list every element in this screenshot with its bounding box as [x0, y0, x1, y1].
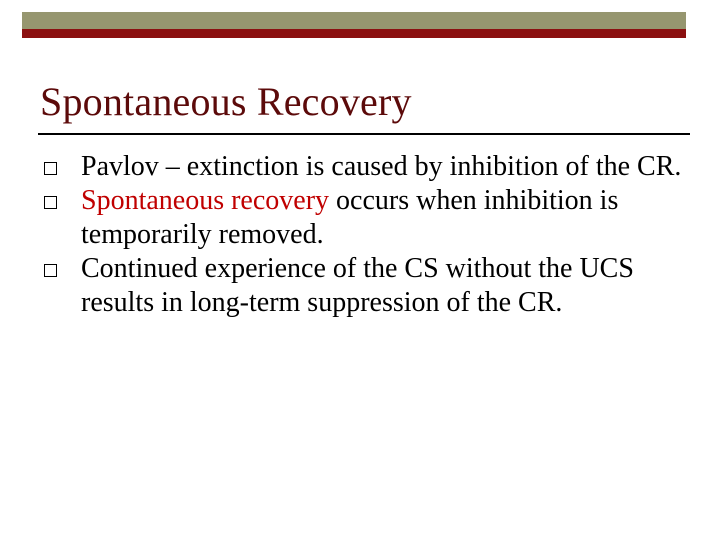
title-divider	[38, 133, 690, 135]
slide-title: Spontaneous Recovery	[40, 79, 412, 124]
square-bullet-icon	[44, 264, 57, 277]
top-decor-bar	[22, 12, 686, 38]
highlighted-term: Spontaneous recovery	[81, 185, 330, 216]
bullet-text: Pavlov – extinction is caused by inhibition of the CR.	[81, 151, 682, 182]
bullet-item	[44, 184, 684, 252]
top-decor-red-band	[22, 29, 686, 38]
bullet-text: occurs when inhibition is temporarily removed.	[81, 185, 619, 250]
square-bullet-icon	[44, 196, 57, 209]
bullet-text: Continued experience of the CS without the UCS results in long-term suppression of the CR.	[81, 253, 634, 318]
bullet-item	[44, 252, 684, 320]
square-bullet-icon	[44, 162, 57, 175]
bullet-list	[44, 150, 684, 320]
corner-decor-square	[688, 26, 702, 36]
top-decor-olive-band	[22, 12, 686, 29]
corner-decor-square	[688, 12, 702, 22]
bullet-item	[44, 150, 684, 184]
